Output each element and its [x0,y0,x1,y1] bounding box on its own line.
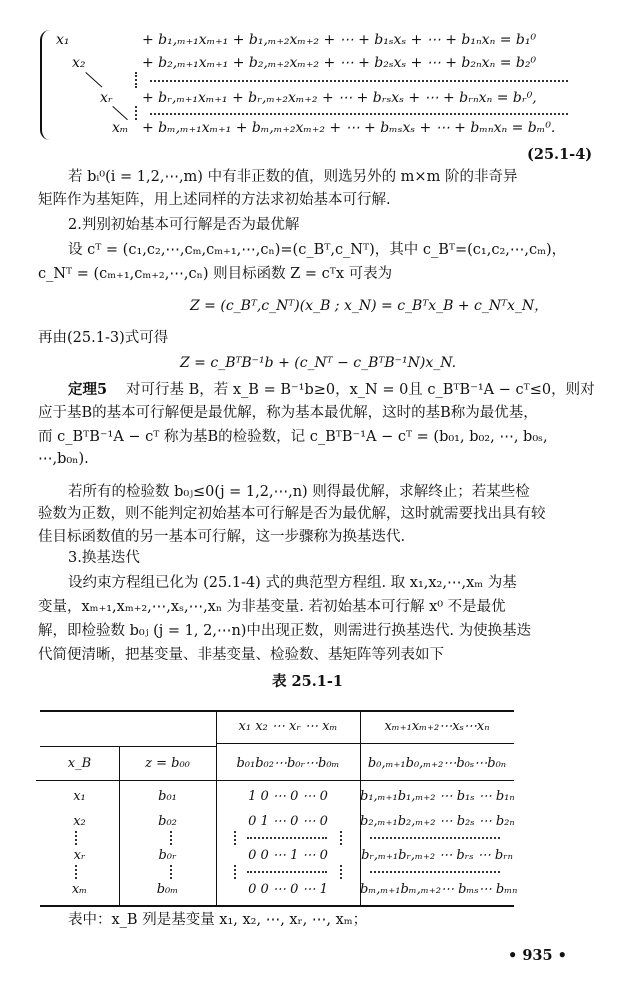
eq-row2-terms: + b₂,ₘ₊₁xₘ₊₁ + b₂,ₘ₊₂xₘ₊₂ + ⋯ + b₂ₛxₛ + ⋯ + b₂ₙxₙ = b₂⁰ [142,55,537,71]
text-line: 矩阵作为基矩阵，用上述同样的方法求初始基本可行解. [38,192,391,208]
header-xb: x_B [67,756,92,771]
text-line: 设约束方程组已化为 (25.1-4) 式的典范型方程组. 取 x₁,x₂,⋯,xₘ 为基 [68,575,517,591]
equation-number: (25.1-4) [527,146,593,163]
cell: x₁ [73,789,86,804]
cell: b₀₁ [158,789,177,804]
text-line: 验数为正数，则不能判定初始基本可行解是否为最优解，这时就需要找出具有较 [38,506,546,522]
header-nonbasic-vars: xₘ₊₁xₘ₊₂⋯xₛ⋯xₙ [384,719,490,734]
cell: b₂,ₘ₊₁b₂,ₘ₊₂ ⋯ b₂ₛ ⋯ b₂ₙ [360,814,515,829]
cell: x₂ [73,814,86,829]
eq-row3-terms: + bᵣ,ₘ₊₁xₘ₊₁ + bᵣ,ₘ₊₂xₘ₊₂ + ⋯ + bᵣₛxₛ + ⋯ + bᵣₙxₙ = bᵣ⁰, [142,90,537,106]
cell: 0 1 ⋯ 0 ⋯ 0 [248,814,328,829]
section-heading: 2.判别初始基本可行解是否为最优解 [68,217,300,233]
section-heading: 3.换基迭代 [68,550,140,566]
eq-row1-basic: x₁ [56,32,70,48]
vertical-dots [135,72,137,88]
cell: 0 0 ⋯ 1 ⋯ 0 [248,848,328,863]
dotted-row-separator [150,113,568,115]
header-basic-vars: x₁ x₂ ⋯ xᵣ ⋯ xₘ [238,719,338,734]
cell: xₘ [71,882,88,897]
text-line: 佳目标函数值的另一基本可行解，这一步骤称为换基迭代. [38,529,406,545]
table-footnote: 表中：x_B 列是基变量 x₁, x₂, ⋯, xᵣ, ⋯, xₘ； [68,912,368,928]
cell: xᵣ [73,848,86,863]
text-line: 变量，xₘ₊₁,xₘ₊₂,⋯,xₛ,⋯,xₙ 为非基变量. 若初始基本可行解 x⁰ 不是最优 [38,599,506,615]
check-numbers-nonbasic: b₀,ₘ₊₁b₀,ₘ₊₂⋯b₀ₛ⋯b₀ₙ [367,756,507,771]
eq-row2-basic: x₂ [72,55,86,71]
cell: bᵣ,ₘ₊₁bᵣ,ₘ₊₂ ⋯ bᵣₛ ⋯ bᵣₙ [361,848,513,863]
cell: 1 0 ⋯ 0 ⋯ 0 [248,789,328,804]
cell: b₀ᵣ [158,848,177,863]
equation-z2: Z = c_BᵀB⁻¹b + (c_Nᵀ − c_BᵀB⁻¹N)x_N. [180,355,457,371]
eq-row1-terms: + b₁,ₘ₊₁xₘ₊₁ + b₁,ₘ₊₂xₘ₊₂ + ⋯ + b₁ₛxₛ + ⋯ + b₁ₙxₙ = b₁⁰ [142,32,537,48]
table-title: 表 25.1-1 [272,673,343,690]
text-line: 代简便清晰，把基变量、非基变量、检验数、基矩阵等列表如下 [38,647,444,663]
text-line: 解，即检验数 b₀ⱼ (j = 1, 2,⋯n)中出现正数，则需进行换基迭代. 为使换基迭 [38,623,532,639]
text-line: c_Nᵀ = (cₘ₊₁,cₘ₊₂,⋯,cₙ) 则目标函数 Z = cᵀx 可表为 [38,266,393,282]
diagonal-dots [85,72,102,87]
text-line: 若 bᵢ⁰(i = 1,2,⋯,m) 中有非正数的值，则选另外的 m×m 阶的非奇异 [68,169,518,185]
cell: bₘ,ₘ₊₁bₘ,ₘ₊₂⋯ bₘₛ⋯ bₘₙ [360,882,518,897]
text-line: 再由(25.1-3)式可得 [38,330,169,346]
text-line: 对可行基 B，若 x_B = B⁻¹b≥0，x_N = 0且 c_BᵀB⁻¹A − cᵀ≤0，则对 [126,382,595,398]
cell: b₁,ₘ₊₁b₁,ₘ₊₂ ⋯ b₁ₛ ⋯ b₁ₙ [360,789,515,804]
eq-row3-basic: xᵣ [100,90,113,106]
text-line: 而 c_BᵀB⁻¹A − cᵀ 称为基B的检验数，记 c_BᵀB⁻¹A − cᵀ = (b₀₁, b₀₂, ⋯, b₀ₛ, [38,429,548,445]
eq-row4-basic: xₘ [112,120,129,136]
dotted-row-separator [150,80,568,82]
text-line: 设 cᵀ = (c₁,c₂,⋯,cₘ,cₘ₊₁,⋯,cₙ)=(c_Bᵀ,c_Nᵀ)，其中 c_Bᵀ=(c₁,c₂,⋯,cₘ)， [68,242,567,258]
equation-z1: Z = (c_Bᵀ,c_Nᵀ)(x_B ; x_N) = c_Bᵀx_B + c_Nᵀx_N， [190,298,549,314]
eq-row4-terms: + bₘ,ₘ₊₁xₘ₊₁ + bₘ,ₘ₊₂xₘ₊₂ + ⋯ + bₘₛxₛ + ⋯ + bₘₙxₙ = bₘ⁰. [142,120,556,136]
check-numbers-basic: b₀₁b₀₂⋯b₀ᵣ⋯b₀ₘ [236,756,340,771]
cell: b₀ₘ [156,882,179,897]
text-line: 应于基B的基本可行解便是最优解，称为基本最优解，这时的基B称为最优基， [38,405,538,421]
equation-brace [40,30,52,140]
text-line: 若所有的检验数 b₀ⱼ≤0(j = 1,2,⋯,n) 则得最优解，求解终止；若某些检 [68,484,530,500]
header-z: z = b₀₀ [145,756,190,771]
cell: b₀₂ [158,814,177,829]
theorem-label: 定理5 [68,381,108,398]
page-number: • 935 • [508,947,567,964]
vertical-dots [135,106,137,120]
text-line: ⋯,b₀ₙ). [38,451,89,467]
cell: 0 0 ⋯ 0 ⋯ 1 [248,882,328,897]
